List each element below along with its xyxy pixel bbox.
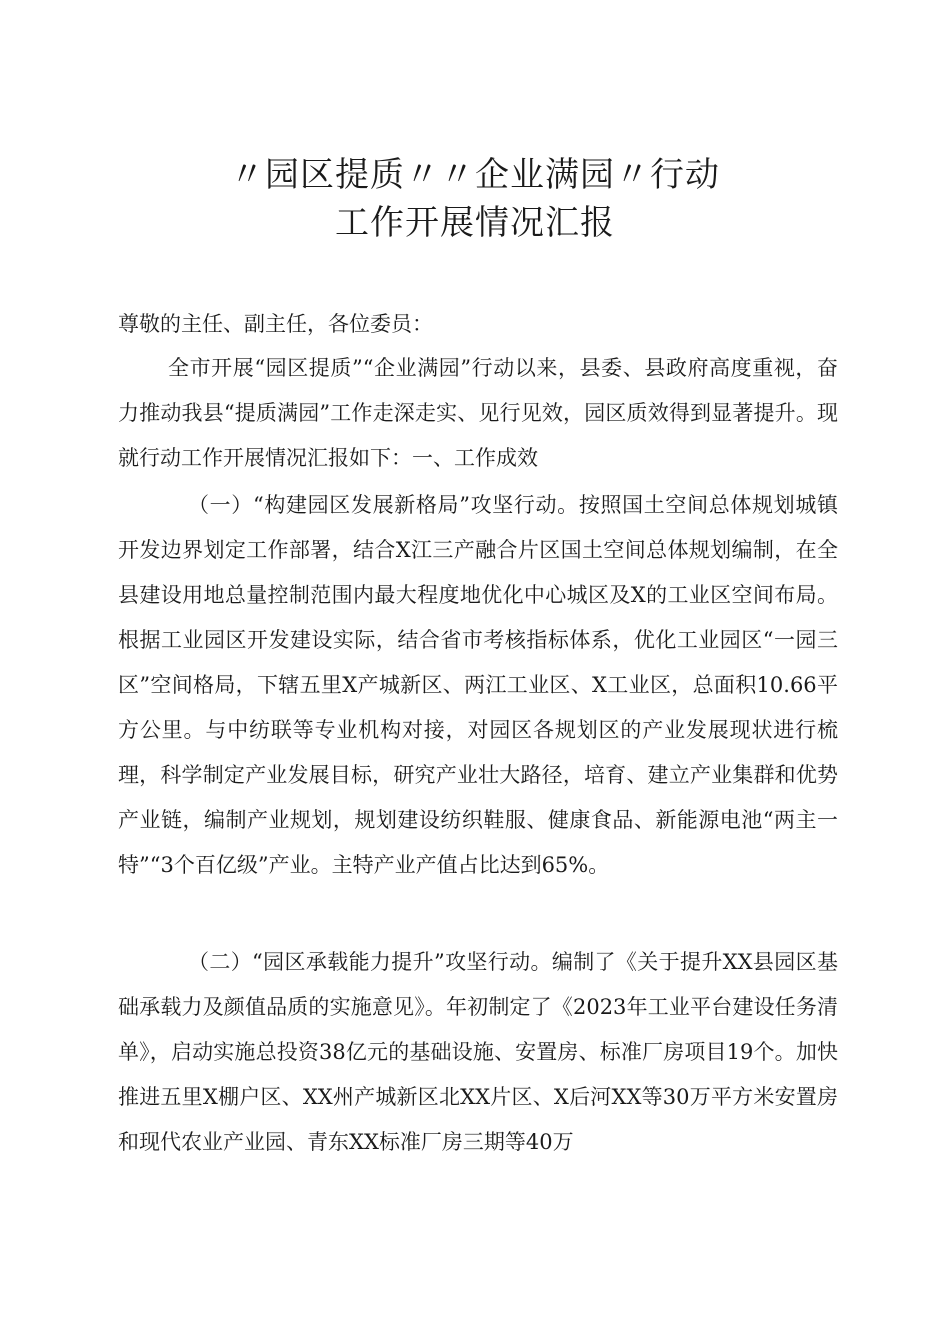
paragraph-section-2: （二）“园区承载能力提升”攻坚行动。编制了《关于提升XX县园区基础承载力及颜值品质的实施意见》。年初制定了《2023年工业平台建设任务清单》，启动实施总投资38亿元的基础设施、安置房、标准厂房项目19个。加快推进五里X棚户区、XX州产城新区北XX片区、X后河XX等30万平方米安置房和现代农业产业园、青东XX标准厂房三期等40万: [118, 950, 838, 1154]
paragraph-section-1: （一）“构建园区发展新格局”攻坚行动。按照国土空间总体规划城镇开发边界划定工作部署，结合X江三产融合片区国土空间总体规划编制，在全县建设用地总量控制范围内最大程度地优化中心城区及X的工业区空间布局。根据工业园区开发建设实际，结合省市考核指标体系，优化工业园区“一园三区”空间格局，下辖五里X产城新区、两江工业区、X工业区，总面积10.66平方公里。与中纺联等专业机构对接，对园区各规划区的产业发展现状进行梳理，科学制定产业发展目标，研究产业壮大路径，培育、建立产业集群和优势产业链，编制产业规划，规划建设纺织鞋服、健康食品、新能源电池“两主一特”“3个百亿级”产业。主特产业产值占比达到65%。: [118, 493, 838, 877]
document-title-line2: 工作开展情况汇报: [335, 203, 615, 243]
paragraph-intro: 全市开展“园区提质”“企业满园”行动以来，县委、县政府高度重视，奋力推动我县“提质满园”工作走深走实、见行见效，园区质效得到显著提升。现就行动工作开展情况汇报如下：一、工作成效: [118, 356, 838, 470]
salutation: 尊敬的主任、副主任，各位委员：: [118, 312, 433, 336]
document-title-line1: 〃园区提质〃〃企业满园〃行动: [230, 155, 720, 195]
